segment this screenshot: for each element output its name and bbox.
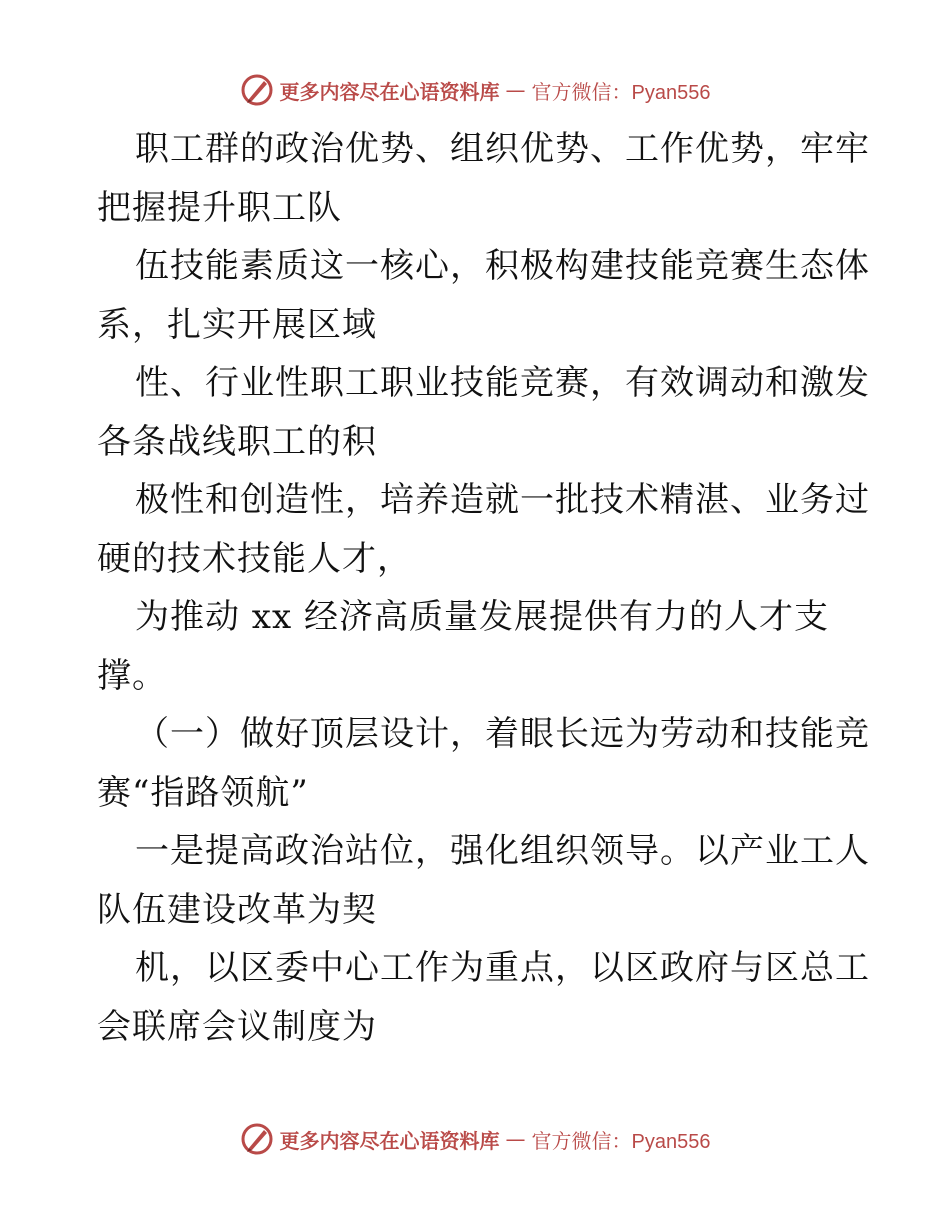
text-line: 机，以区委中心工作为重点，以区政府与区总工 [135, 948, 870, 988]
watermark-separator: — [505, 78, 526, 102]
text-line: 伍技能素质这一核心，积极构建技能竞赛生态体 [135, 246, 870, 286]
quill-pen-circle-icon [240, 1122, 274, 1156]
text-line: 赛“指路领航” [97, 772, 309, 813]
header-watermark [0, 70, 950, 110]
footer-watermark [0, 1119, 950, 1159]
watermark-separator: — [505, 1127, 526, 1151]
text-line: 队伍建设改革为契 [97, 889, 377, 930]
text-line: 极性和创造性，培养造就一批技术精湛、业务过 [135, 480, 870, 520]
watermark-site-text: 更多内容尽在心语资料库 [279, 1128, 500, 1153]
text-line: 硬的技术技能人才， [97, 538, 412, 579]
text-line: 职工群的政治优势、组织优势、工作优势，牢牢 [135, 129, 870, 169]
text-line: 一是提高政治站位，强化组织领导。以产业工人 [135, 831, 870, 871]
watermark-contact: 官方微信：Pyan556 [531, 81, 711, 104]
watermark-site-text: 更多内容尽在心语资料库 [279, 79, 500, 104]
text-line: 把握提升职工队 [97, 187, 342, 228]
text-line: 撑。 [97, 655, 167, 696]
quill-pen-circle-icon [240, 73, 274, 107]
text-line: 会联席会议制度为 [97, 1006, 377, 1047]
text-line: （一）做好顶层设计，着眼长远为劳动和技能竞 [135, 714, 870, 754]
watermark-contact: 官方微信：Pyan556 [531, 1130, 711, 1153]
text-line: 各条战线职工的积 [97, 421, 377, 462]
body-text [97, 120, 870, 1056]
text-line: 系，扎实开展区域 [97, 304, 377, 345]
text-line: 性、行业性职工职业技能竞赛，有效调动和激发 [135, 363, 870, 403]
text-line: 为推动 xx 经济高质量发展提供有力的人才支 [135, 597, 829, 637]
